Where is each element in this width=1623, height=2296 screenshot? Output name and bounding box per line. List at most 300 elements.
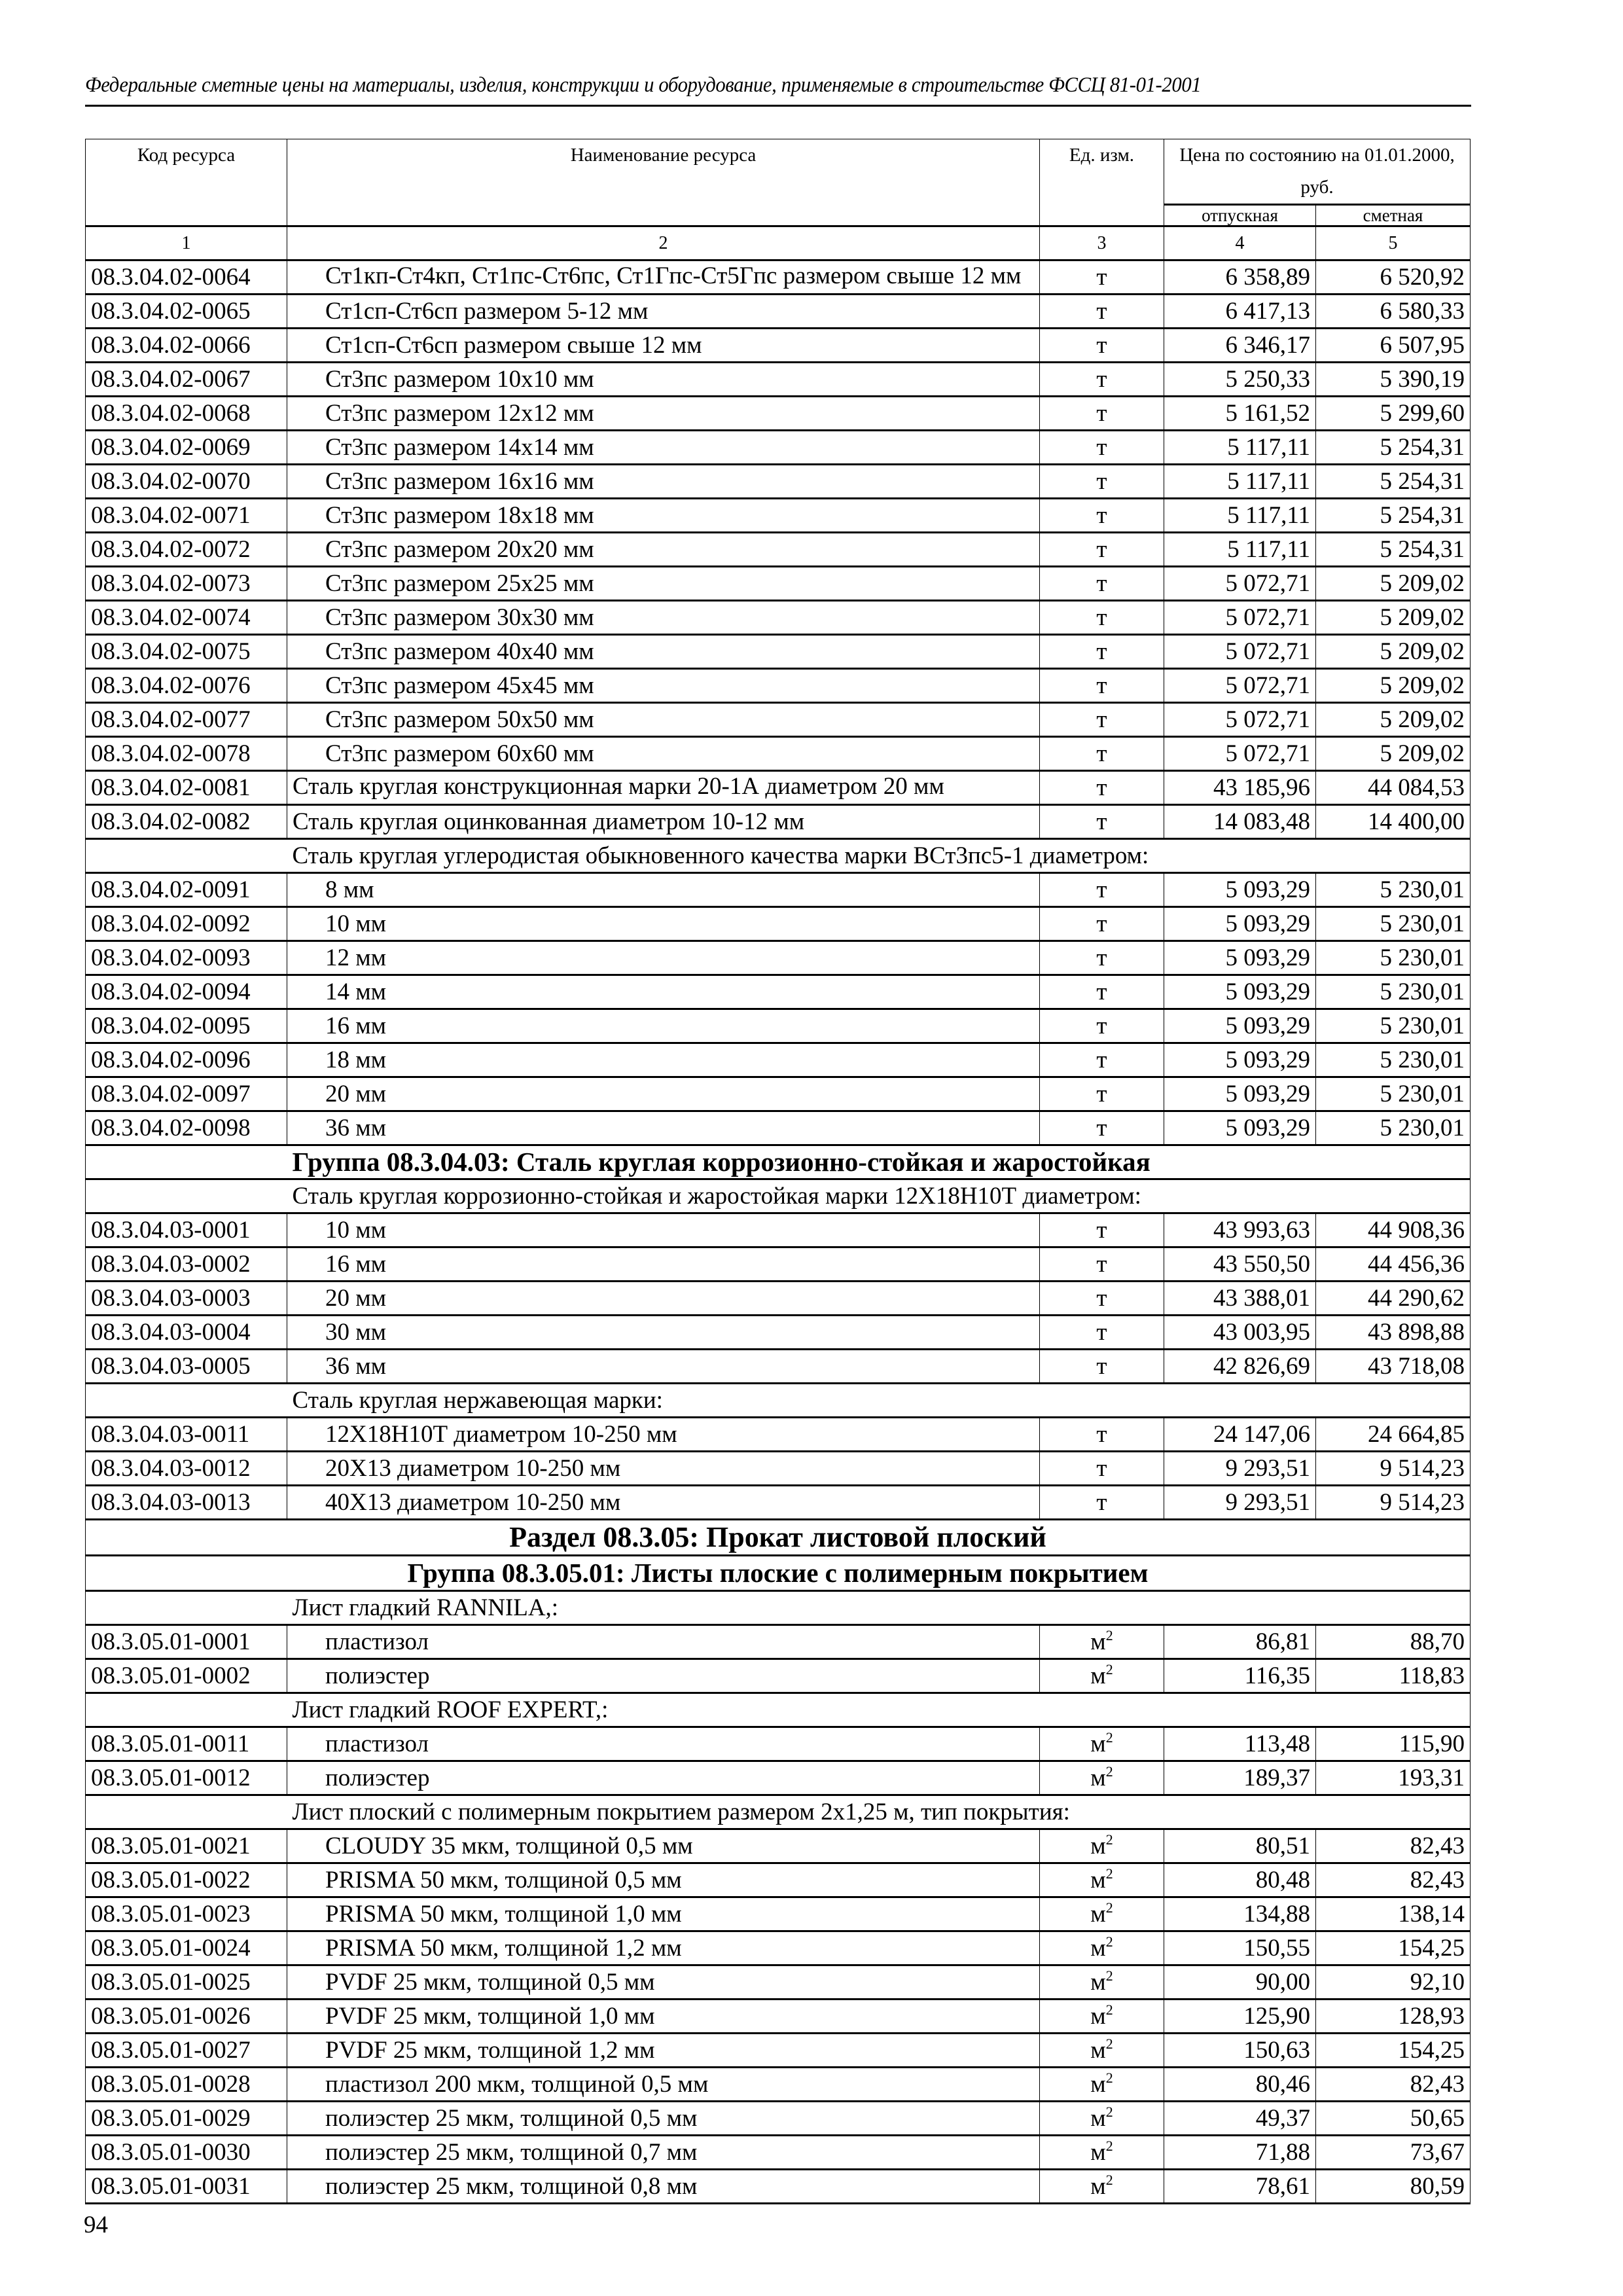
unit-of-measure: $м^2$ bbox=[1040, 1761, 1164, 1795]
release-price: 125,90 bbox=[1164, 2000, 1316, 2034]
table-row bbox=[86, 465, 1471, 499]
release-price: 5 093,29 bbox=[1164, 1077, 1316, 1111]
resource-code: 08.3.04.02-0073 bbox=[86, 567, 287, 601]
resource-name: Ст3пс размером 20х20 мм bbox=[287, 533, 1040, 567]
unit-of-measure: $м^2$ bbox=[1040, 2034, 1164, 2068]
unit-of-measure: т bbox=[1040, 397, 1164, 431]
unit-of-measure: т bbox=[1040, 737, 1164, 771]
estimate-price: 5 230,01 bbox=[1316, 873, 1471, 907]
superscript-2: 2 bbox=[1105, 2172, 1113, 2188]
resource-name: полиэстер 25 мкм, толщиной 0,8 мм bbox=[287, 2170, 1040, 2204]
unit-of-measure: т bbox=[1040, 601, 1164, 635]
release-price: 78,61 bbox=[1164, 2170, 1316, 2204]
resource-name: CLOUDY 35 мкм, толщиной 0,5 мм bbox=[287, 1829, 1040, 1863]
resource-code: 08.3.04.02-0094 bbox=[86, 975, 287, 1009]
resource-name: PVDF 25 мкм, толщиной 1,0 мм bbox=[287, 2000, 1040, 2034]
unit-of-measure: т bbox=[1040, 1282, 1164, 1316]
estimate-price: 9 514,23 bbox=[1316, 1486, 1471, 1520]
resource-code: 08.3.04.02-0064 bbox=[86, 260, 287, 295]
subheading-label: Лист гладкий ROOF EXPERT,: bbox=[287, 1693, 1471, 1727]
group-heading-row bbox=[86, 1145, 1471, 1179]
estimate-price: 5 209,02 bbox=[1316, 635, 1471, 669]
subheading-row bbox=[86, 1693, 1471, 1727]
estimate-price: 92,10 bbox=[1316, 1965, 1471, 2000]
release-price: 5 072,71 bbox=[1164, 567, 1316, 601]
running-head: Федеральные сметные цены на материалы, изделия, конструкции и оборудование, применяемые в строительстве ФССЦ 81-01-2001 bbox=[85, 73, 1202, 97]
resource-code: 08.3.05.01-0026 bbox=[86, 2000, 287, 2034]
estimate-price: 5 230,01 bbox=[1316, 1111, 1471, 1145]
release-price: 5 161,52 bbox=[1164, 397, 1316, 431]
release-price: 43 003,95 bbox=[1164, 1316, 1316, 1350]
release-price: 42 826,69 bbox=[1164, 1350, 1316, 1384]
page-number: 94 bbox=[84, 2212, 108, 2238]
subheading-label: Лист плоский с полимерным покрытием размером 2х1,25 м, тип покрытия: bbox=[287, 1795, 1471, 1829]
subheading-spacer bbox=[86, 1795, 287, 1829]
table-row bbox=[86, 771, 1471, 805]
release-price: 80,46 bbox=[1164, 2068, 1316, 2102]
estimate-price: 5 254,31 bbox=[1316, 465, 1471, 499]
release-price: 9 293,51 bbox=[1164, 1452, 1316, 1486]
resource-name: 16 мм bbox=[287, 1247, 1040, 1282]
release-price: 5 117,11 bbox=[1164, 431, 1316, 465]
superscript-2: 2 bbox=[1105, 1831, 1113, 1848]
group-spacer bbox=[86, 1145, 287, 1179]
resource-code: 08.3.04.03-0003 bbox=[86, 1282, 287, 1316]
estimate-price: 5 209,02 bbox=[1316, 567, 1471, 601]
table-row bbox=[86, 669, 1471, 703]
resource-code: 08.3.05.01-0011 bbox=[86, 1727, 287, 1761]
unit-of-measure: т bbox=[1040, 873, 1164, 907]
release-price: 43 550,50 bbox=[1164, 1247, 1316, 1282]
estimate-price: 82,43 bbox=[1316, 2068, 1471, 2102]
resource-name: 20 мм bbox=[287, 1077, 1040, 1111]
table-row bbox=[86, 1247, 1471, 1282]
unit-of-measure: т bbox=[1040, 1077, 1164, 1111]
resource-code: 08.3.04.02-0096 bbox=[86, 1043, 287, 1077]
unit-of-measure: т bbox=[1040, 465, 1164, 499]
resource-name: Сталь круглая конструкционная марки 20-1А диаметром 20 мм bbox=[287, 771, 1040, 805]
table-row bbox=[86, 1761, 1471, 1795]
unit-of-measure: т bbox=[1040, 703, 1164, 737]
estimate-price: 118,83 bbox=[1316, 1659, 1471, 1693]
table-row bbox=[86, 1829, 1471, 1863]
resource-code: 08.3.05.01-0023 bbox=[86, 1897, 287, 1931]
estimate-price: 43 898,88 bbox=[1316, 1316, 1471, 1350]
release-price: 5 072,71 bbox=[1164, 669, 1316, 703]
release-price: 90,00 bbox=[1164, 1965, 1316, 2000]
table-row bbox=[86, 805, 1471, 839]
resource-name: полиэстер 25 мкм, толщиной 0,7 мм bbox=[287, 2136, 1040, 2170]
resource-code: 08.3.04.02-0098 bbox=[86, 1111, 287, 1145]
table-row bbox=[86, 397, 1471, 431]
release-price: 5 093,29 bbox=[1164, 1009, 1316, 1043]
resource-code: 08.3.04.02-0070 bbox=[86, 465, 287, 499]
estimate-price: 82,43 bbox=[1316, 1829, 1471, 1863]
release-price: 14 083,48 bbox=[1164, 805, 1316, 839]
superscript-2: 2 bbox=[1105, 2104, 1113, 2120]
column-number-row bbox=[86, 226, 1471, 260]
resource-code: 08.3.05.01-0021 bbox=[86, 1829, 287, 1863]
resource-code: 08.3.04.02-0068 bbox=[86, 397, 287, 431]
release-price: 5 093,29 bbox=[1164, 1111, 1316, 1145]
estimate-price: 5 230,01 bbox=[1316, 1009, 1471, 1043]
release-price: 5 093,29 bbox=[1164, 941, 1316, 975]
resource-code: 08.3.04.02-0077 bbox=[86, 703, 287, 737]
release-price: 5 093,29 bbox=[1164, 907, 1316, 941]
resource-name: Ст1сп-Ст6сп размером 5-12 мм bbox=[287, 295, 1040, 329]
superscript-2: 2 bbox=[1105, 1967, 1113, 1984]
table-row bbox=[86, 941, 1471, 975]
release-price: 43 993,63 bbox=[1164, 1213, 1316, 1247]
unit-of-measure: т bbox=[1040, 1452, 1164, 1486]
resource-code: 08.3.04.02-0076 bbox=[86, 669, 287, 703]
unit-of-measure: $м^2$ bbox=[1040, 1965, 1164, 2000]
release-price: 5 093,29 bbox=[1164, 975, 1316, 1009]
estimate-price: 154,25 bbox=[1316, 1931, 1471, 1965]
table-row bbox=[86, 601, 1471, 635]
estimate-price: 44 908,36 bbox=[1316, 1213, 1471, 1247]
release-price: 9 293,51 bbox=[1164, 1486, 1316, 1520]
superscript-2: 2 bbox=[1105, 1661, 1113, 1677]
resource-code: 08.3.04.02-0081 bbox=[86, 771, 287, 805]
column-number: 4 bbox=[1164, 226, 1316, 260]
release-price: 43 185,96 bbox=[1164, 771, 1316, 805]
estimate-price: 154,25 bbox=[1316, 2034, 1471, 2068]
resource-name: 20Х13 диаметром 10-250 мм bbox=[287, 1452, 1040, 1486]
header-price-group: Цена по состоянию на 01.01.2000, руб. bbox=[1164, 139, 1471, 205]
resource-name: 12Х18Н10Т диаметром 10-250 мм bbox=[287, 1418, 1040, 1452]
unit-of-measure: т bbox=[1040, 1213, 1164, 1247]
release-price: 5 093,29 bbox=[1164, 873, 1316, 907]
superscript-2: 2 bbox=[1105, 2001, 1113, 2018]
unit-of-measure: т bbox=[1040, 1316, 1164, 1350]
resource-name: Ст1сп-Ст6сп размером свыше 12 мм bbox=[287, 329, 1040, 363]
table-row bbox=[86, 1009, 1471, 1043]
section-heading-row bbox=[86, 1520, 1471, 1556]
table-row bbox=[86, 1077, 1471, 1111]
resource-code: 08.3.05.01-0031 bbox=[86, 2170, 287, 2204]
unit-of-measure: $м^2$ bbox=[1040, 2000, 1164, 2034]
subheading-spacer bbox=[86, 839, 287, 873]
resource-code: 08.3.04.02-0093 bbox=[86, 941, 287, 975]
resource-name: Ст3пс размером 18х18 мм bbox=[287, 499, 1040, 533]
unit-of-measure: т bbox=[1040, 975, 1164, 1009]
subheading-spacer bbox=[86, 1179, 287, 1213]
table-row bbox=[86, 1897, 1471, 1931]
resource-name: пластизол bbox=[287, 1727, 1040, 1761]
table-row bbox=[86, 1659, 1471, 1693]
unit-of-measure: т bbox=[1040, 295, 1164, 329]
release-price: 150,55 bbox=[1164, 1931, 1316, 1965]
resource-name: Ст3пс размером 60х60 мм bbox=[287, 737, 1040, 771]
resource-name: полиэстер bbox=[287, 1761, 1040, 1795]
unit-of-measure: т bbox=[1040, 1350, 1164, 1384]
unit-of-measure: $м^2$ bbox=[1040, 1625, 1164, 1659]
table-row bbox=[86, 2136, 1471, 2170]
unit-of-measure: т bbox=[1040, 771, 1164, 805]
superscript-2: 2 bbox=[1105, 1899, 1113, 1916]
table-row bbox=[86, 431, 1471, 465]
estimate-price: 5 209,02 bbox=[1316, 601, 1471, 635]
unit-of-measure: т bbox=[1040, 363, 1164, 397]
table-body bbox=[86, 260, 1471, 2204]
table-row bbox=[86, 1418, 1471, 1452]
resource-code: 08.3.04.02-0095 bbox=[86, 1009, 287, 1043]
release-price: 5 117,11 bbox=[1164, 533, 1316, 567]
unit-of-measure: $м^2$ bbox=[1040, 1829, 1164, 1863]
table-row bbox=[86, 1863, 1471, 1897]
table-row bbox=[86, 2170, 1471, 2204]
unit-of-measure: т bbox=[1040, 260, 1164, 295]
table-row bbox=[86, 2102, 1471, 2136]
estimate-price: 138,14 bbox=[1316, 1897, 1471, 1931]
table-row bbox=[86, 1452, 1471, 1486]
group-heading: Группа 08.3.05.01: Листы плоские с полимерным покрытием bbox=[86, 1556, 1471, 1591]
table-row bbox=[86, 363, 1471, 397]
superscript-2: 2 bbox=[1105, 1763, 1113, 1780]
group-heading: Группа 08.3.04.03: Сталь круглая коррозионно-стойкая и жаростойкая bbox=[287, 1145, 1471, 1179]
estimate-price: 44 456,36 bbox=[1316, 1247, 1471, 1282]
resource-code: 08.3.04.02-0092 bbox=[86, 907, 287, 941]
subheading-spacer bbox=[86, 1591, 287, 1625]
resource-code: 08.3.04.02-0097 bbox=[86, 1077, 287, 1111]
release-price: 49,37 bbox=[1164, 2102, 1316, 2136]
resource-code: 08.3.04.03-0012 bbox=[86, 1452, 287, 1486]
resource-code: 08.3.05.01-0012 bbox=[86, 1761, 287, 1795]
resource-name: 36 мм bbox=[287, 1111, 1040, 1145]
resource-code: 08.3.04.03-0005 bbox=[86, 1350, 287, 1384]
table-row bbox=[86, 2000, 1471, 2034]
release-price: 113,48 bbox=[1164, 1727, 1316, 1761]
release-price: 189,37 bbox=[1164, 1761, 1316, 1795]
estimate-price: 80,59 bbox=[1316, 2170, 1471, 2204]
resource-name: 10 мм bbox=[287, 907, 1040, 941]
superscript-2: 2 bbox=[1105, 1627, 1113, 1643]
header-code: Код ресурса bbox=[86, 139, 287, 226]
resource-code: 08.3.04.02-0069 bbox=[86, 431, 287, 465]
table-row bbox=[86, 295, 1471, 329]
table-row bbox=[86, 567, 1471, 601]
subheading-row bbox=[86, 1384, 1471, 1418]
release-price: 5 250,33 bbox=[1164, 363, 1316, 397]
resource-name: Ст3пс размером 30х30 мм bbox=[287, 601, 1040, 635]
release-price: 5 072,71 bbox=[1164, 737, 1316, 771]
release-price: 5 072,71 bbox=[1164, 703, 1316, 737]
resource-code: 08.3.04.03-0004 bbox=[86, 1316, 287, 1350]
estimate-price: 5 390,19 bbox=[1316, 363, 1471, 397]
column-number: 2 bbox=[287, 226, 1040, 260]
column-number: 3 bbox=[1040, 226, 1164, 260]
unit-of-measure: $м^2$ bbox=[1040, 2102, 1164, 2136]
resource-name: 20 мм bbox=[287, 1282, 1040, 1316]
section-heading: Раздел 08.3.05: Прокат листовой плоский bbox=[86, 1520, 1471, 1556]
superscript-2: 2 bbox=[1105, 2036, 1113, 2052]
resource-name: 36 мм bbox=[287, 1350, 1040, 1384]
resource-name: Ст3пс размером 40х40 мм bbox=[287, 635, 1040, 669]
release-price: 150,63 bbox=[1164, 2034, 1316, 2068]
resource-code: 08.3.04.03-0001 bbox=[86, 1213, 287, 1247]
resource-code: 08.3.04.02-0066 bbox=[86, 329, 287, 363]
column-number: 5 bbox=[1316, 226, 1471, 260]
resource-name: 8 мм bbox=[287, 873, 1040, 907]
release-price: 5 117,11 bbox=[1164, 499, 1316, 533]
resource-code: 08.3.05.01-0029 bbox=[86, 2102, 287, 2136]
resource-code: 08.3.05.01-0028 bbox=[86, 2068, 287, 2102]
release-price: 71,88 bbox=[1164, 2136, 1316, 2170]
unit-of-measure: т bbox=[1040, 329, 1164, 363]
subheading-label: Сталь круглая коррозионно-стойкая и жаростойкая марки 12Х18Н10Т диаметром: bbox=[287, 1179, 1471, 1213]
resource-name: PRISMA 50 мкм, толщиной 1,0 мм bbox=[287, 1897, 1040, 1931]
estimate-price: 6 520,92 bbox=[1316, 260, 1471, 295]
estimate-price: 5 209,02 bbox=[1316, 669, 1471, 703]
resource-name: Ст3пс размером 45х45 мм bbox=[287, 669, 1040, 703]
resource-name: пластизол 200 мкм, толщиной 0,5 мм bbox=[287, 2068, 1040, 2102]
estimate-price: 5 209,02 bbox=[1316, 737, 1471, 771]
unit-of-measure: т bbox=[1040, 1418, 1164, 1452]
header-price-estimate: сметная bbox=[1316, 205, 1471, 226]
estimate-price: 9 514,23 bbox=[1316, 1452, 1471, 1486]
estimate-price: 5 230,01 bbox=[1316, 975, 1471, 1009]
table-row bbox=[86, 737, 1471, 771]
resource-code: 08.3.04.02-0091 bbox=[86, 873, 287, 907]
table-row bbox=[86, 1111, 1471, 1145]
subheading-spacer bbox=[86, 1384, 287, 1418]
resource-code: 08.3.04.02-0078 bbox=[86, 737, 287, 771]
resource-code: 08.3.05.01-0001 bbox=[86, 1625, 287, 1659]
resource-name: 40Х13 диаметром 10-250 мм bbox=[287, 1486, 1040, 1520]
resource-code: 08.3.04.03-0002 bbox=[86, 1247, 287, 1282]
resource-name: 16 мм bbox=[287, 1009, 1040, 1043]
release-price: 43 388,01 bbox=[1164, 1282, 1316, 1316]
resource-code: 08.3.04.03-0013 bbox=[86, 1486, 287, 1520]
unit-of-measure: т bbox=[1040, 1043, 1164, 1077]
table-row bbox=[86, 1350, 1471, 1384]
subheading-spacer bbox=[86, 1693, 287, 1727]
subheading-label: Сталь круглая углеродистая обыкновенного качества марки ВСт3пс5-1 диаметром: bbox=[287, 839, 1471, 873]
resource-name: Ст3пс размером 10х10 мм bbox=[287, 363, 1040, 397]
estimate-price: 6 507,95 bbox=[1316, 329, 1471, 363]
unit-of-measure: т bbox=[1040, 1247, 1164, 1282]
unit-of-measure: т bbox=[1040, 431, 1164, 465]
resource-name: Сталь круглая оцинкованная диаметром 10-12 мм bbox=[287, 805, 1040, 839]
resource-name: 10 мм bbox=[287, 1213, 1040, 1247]
release-price: 5 072,71 bbox=[1164, 601, 1316, 635]
release-price: 80,51 bbox=[1164, 1829, 1316, 1863]
table-row bbox=[86, 1316, 1471, 1350]
resource-code: 08.3.04.03-0011 bbox=[86, 1418, 287, 1452]
resource-name: полиэстер bbox=[287, 1659, 1040, 1693]
table-row bbox=[86, 2068, 1471, 2102]
table-row bbox=[86, 873, 1471, 907]
superscript-2: 2 bbox=[1105, 1729, 1113, 1746]
estimate-price: 5 209,02 bbox=[1316, 703, 1471, 737]
table-row bbox=[86, 533, 1471, 567]
estimate-price: 50,65 bbox=[1316, 2102, 1471, 2136]
estimate-price: 82,43 bbox=[1316, 1863, 1471, 1897]
subheading-row bbox=[86, 1795, 1471, 1829]
subheading-label: Лист гладкий RANNILA,: bbox=[287, 1591, 1471, 1625]
release-price: 5 072,71 bbox=[1164, 635, 1316, 669]
column-number: 1 bbox=[86, 226, 287, 260]
table-row bbox=[86, 1282, 1471, 1316]
resource-name: пластизол bbox=[287, 1625, 1040, 1659]
estimate-price: 44 084,53 bbox=[1316, 771, 1471, 805]
resource-code: 08.3.05.01-0024 bbox=[86, 1931, 287, 1965]
unit-of-measure: т bbox=[1040, 941, 1164, 975]
resource-name: полиэстер 25 мкм, толщиной 0,5 мм bbox=[287, 2102, 1040, 2136]
estimate-price: 5 230,01 bbox=[1316, 907, 1471, 941]
release-price: 86,81 bbox=[1164, 1625, 1316, 1659]
table-row bbox=[86, 499, 1471, 533]
release-price: 80,48 bbox=[1164, 1863, 1316, 1897]
resource-name: Ст3пс размером 25х25 мм bbox=[287, 567, 1040, 601]
resource-code: 08.3.04.02-0082 bbox=[86, 805, 287, 839]
resource-name: Ст3пс размером 16х16 мм bbox=[287, 465, 1040, 499]
estimate-price: 5 299,60 bbox=[1316, 397, 1471, 431]
unit-of-measure: т bbox=[1040, 907, 1164, 941]
unit-of-measure: $м^2$ bbox=[1040, 2068, 1164, 2102]
table-row bbox=[86, 1486, 1471, 1520]
table-row bbox=[86, 260, 1471, 295]
resource-code: 08.3.04.02-0067 bbox=[86, 363, 287, 397]
estimate-price: 115,90 bbox=[1316, 1727, 1471, 1761]
table-row bbox=[86, 1043, 1471, 1077]
estimate-price: 24 664,85 bbox=[1316, 1418, 1471, 1452]
unit-of-measure: $м^2$ bbox=[1040, 1931, 1164, 1965]
group-heading-row bbox=[86, 1556, 1471, 1591]
unit-of-measure: $м^2$ bbox=[1040, 2170, 1164, 2204]
unit-of-measure: $м^2$ bbox=[1040, 1897, 1164, 1931]
resource-name: PRISMA 50 мкм, толщиной 1,2 мм bbox=[287, 1931, 1040, 1965]
unit-of-measure: $м^2$ bbox=[1040, 1659, 1164, 1693]
release-price: 5 093,29 bbox=[1164, 1043, 1316, 1077]
unit-of-measure: т bbox=[1040, 635, 1164, 669]
unit-of-measure: $м^2$ bbox=[1040, 2136, 1164, 2170]
unit-of-measure: т bbox=[1040, 669, 1164, 703]
table-row bbox=[86, 329, 1471, 363]
resource-name: PVDF 25 мкм, толщиной 1,2 мм bbox=[287, 2034, 1040, 2068]
table-row bbox=[86, 635, 1471, 669]
unit-of-measure: т bbox=[1040, 533, 1164, 567]
estimate-price: 43 718,08 bbox=[1316, 1350, 1471, 1384]
table-row bbox=[86, 907, 1471, 941]
subheading-row bbox=[86, 1179, 1471, 1213]
header-rule bbox=[85, 105, 1471, 107]
subheading-row bbox=[86, 1591, 1471, 1625]
release-price: 6 346,17 bbox=[1164, 329, 1316, 363]
release-price: 5 117,11 bbox=[1164, 465, 1316, 499]
estimate-price: 5 230,01 bbox=[1316, 1043, 1471, 1077]
estimate-price: 44 290,62 bbox=[1316, 1282, 1471, 1316]
release-price: 116,35 bbox=[1164, 1659, 1316, 1693]
estimate-price: 14 400,00 bbox=[1316, 805, 1471, 839]
table-row bbox=[86, 1931, 1471, 1965]
table-row bbox=[86, 1213, 1471, 1247]
resource-name: PVDF 25 мкм, толщиной 0,5 мм bbox=[287, 1965, 1040, 2000]
superscript-2: 2 bbox=[1105, 1865, 1113, 1882]
table-row bbox=[86, 703, 1471, 737]
estimate-price: 73,67 bbox=[1316, 2136, 1471, 2170]
estimate-price: 5 230,01 bbox=[1316, 1077, 1471, 1111]
unit-of-measure: т bbox=[1040, 499, 1164, 533]
resource-name: 18 мм bbox=[287, 1043, 1040, 1077]
resource-code: 08.3.05.01-0022 bbox=[86, 1863, 287, 1897]
resource-name: 14 мм bbox=[287, 975, 1040, 1009]
resource-name: 12 мм bbox=[287, 941, 1040, 975]
unit-of-measure: т bbox=[1040, 1486, 1164, 1520]
resource-code: 08.3.05.01-0025 bbox=[86, 1965, 287, 2000]
subheading-label: Сталь круглая нержавеющая марки: bbox=[287, 1384, 1471, 1418]
